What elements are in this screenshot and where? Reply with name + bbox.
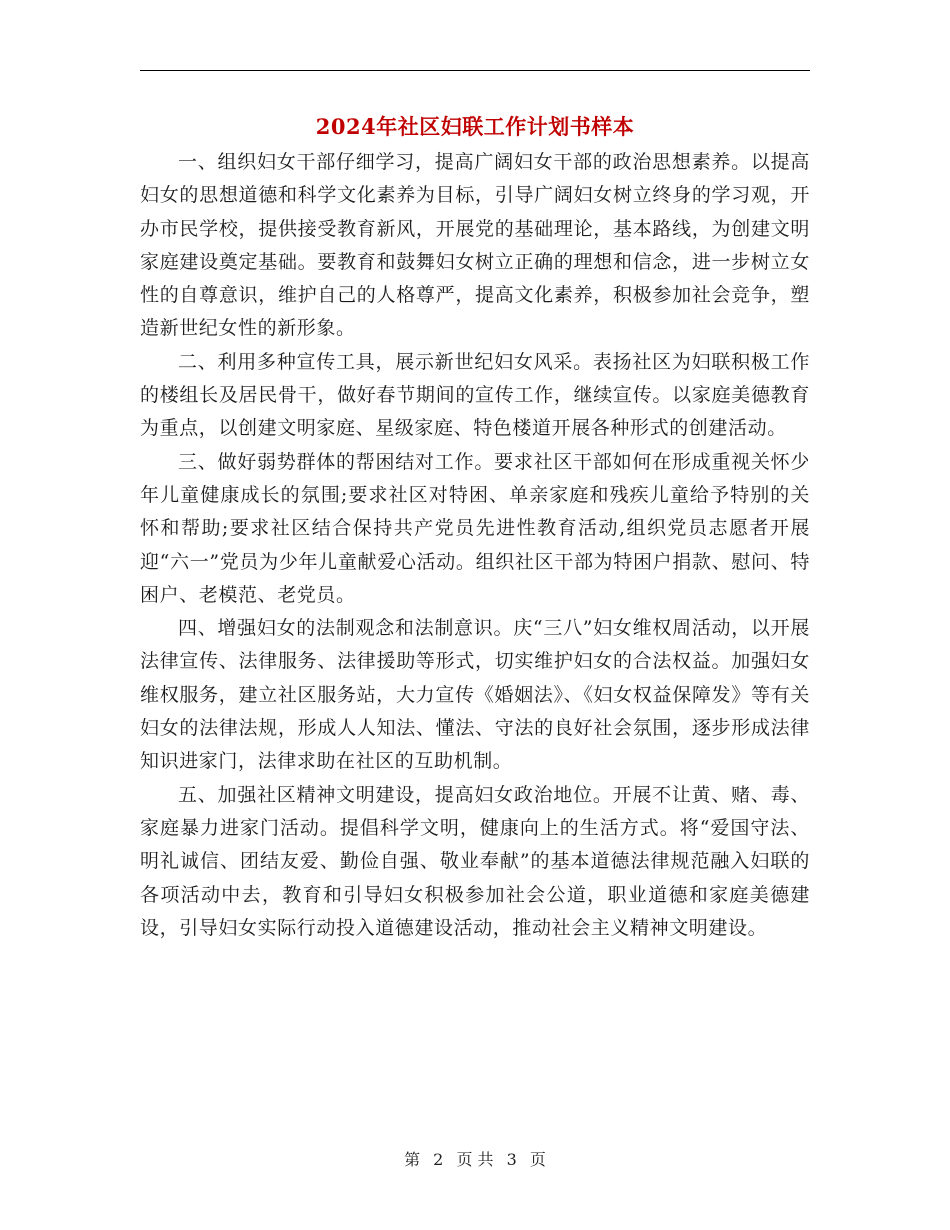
paragraph-2: 二、利用多种宣传工具，展示新世纪妇女风采。表扬社区为妇联积极工作的楼组长及居民骨干，做好春节期间的宣传工作，继续宣传。以家庭美德教育为重点，以创建文明家庭、星级家庭、特色楼道开展各种形式的创建活动。 — [140, 350, 810, 440]
footer-prefix: 第 — [404, 1150, 421, 1169]
header-rule — [140, 70, 810, 71]
footer-total-pages: 3 — [506, 1150, 517, 1169]
paragraph-1: 一、组织妇女干部仔细学习，提高广阔妇女干部的政治思想素养。以提高妇女的思想道德和科学文化素养为目标，引导广阔妇女树立终身的学习观，开办市民学校，提供接受教育新风，开展党的基础理论，基本路线，为创建文明家庭建设奠定基础。要教育和鼓舞妇女树立正确的理想和信念，进一步树立女性的自尊意识，维护自己的人格尊严，提高文化素养，积极参加社会竞争，塑造新世纪女性的新形象。 — [140, 151, 810, 340]
paragraph-4: 四、增强妇女的法制观念和法制意识。庆“三八”妇女维权周活动，以开展法律宣传、法律服务、法律援助等形式，切实维护妇女的合法权益。加强妇女维权服务，建立社区服务站，大力宣传《婚姻法》、《妇女权益保障发》等有关妇女的法律法规，形成人人知法、懂法、守法的良好社会氛围，逐步形成法律知识进家门，法律求助在社区的互助机制。 — [140, 617, 810, 773]
document-body — [140, 146, 810, 945]
footer-current-page: 2 — [433, 1150, 444, 1169]
footer-middle: 页 共 — [456, 1150, 494, 1169]
paragraph-5: 五、加强社区精神文明建设，提高妇女政治地位。开展不让黄、赌、毒、家庭暴力进家门活动。提倡科学文明，健康向上的生活方式。将“爱国守法、明礼诚信、团结友爱、勤俭自强、敬业奉献”的基本道德法律规范融入妇联的各项活动中去，教育和引导妇女积极参加社会公道，职业道德和家庭美德建设，引导妇女实际行动投入道德建设活动，推动社会主义精神文明建设。 — [140, 783, 810, 939]
paragraph-3: 三、做好弱势群体的帮困结对工作。要求社区干部如何在形成重视关怀少年儿童健康成长的氛围;要求社区对特困、单亲家庭和残疾儿童给予特别的关怀和帮助;要求社区结合保持共产党员先进性教育活动,组织党员志愿者开展迎“六一”党员为少年儿童献爱心活动。组织社区干部为特困户捐款、慰问、特困户、老模范、老党员。 — [140, 450, 810, 606]
document-title: 2024年社区妇联工作计划书样本 — [315, 114, 635, 139]
footer-suffix: 页 — [529, 1150, 546, 1169]
page-footer — [0, 1148, 950, 1172]
